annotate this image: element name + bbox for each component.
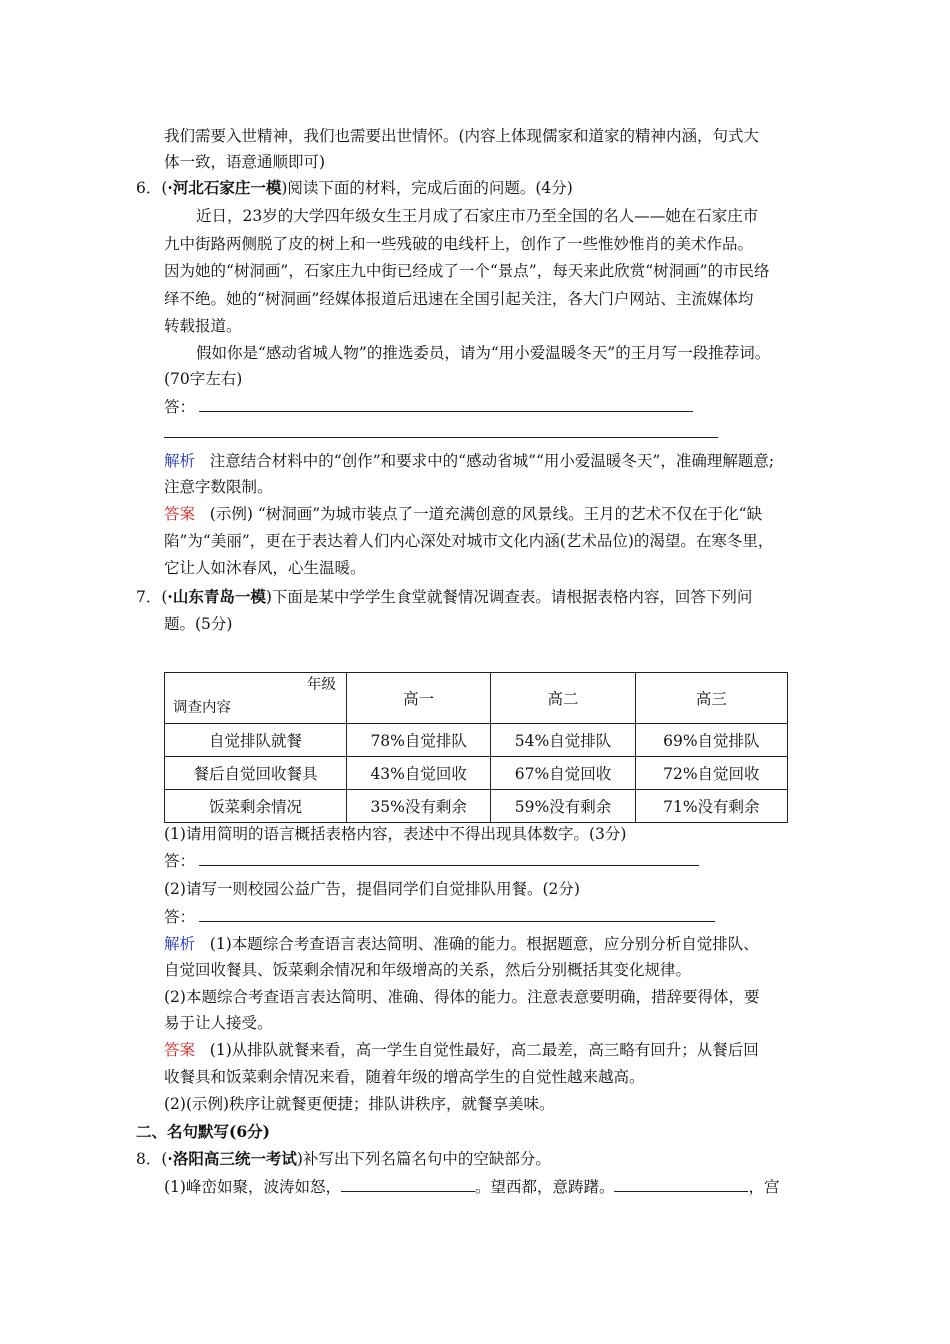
q6-number: 6．( [136, 179, 168, 197]
table-cell: 43%自觉回收 [347, 757, 491, 790]
q6-source: ·河北石家庄一模 [167, 178, 282, 197]
q7-answer-line-2 [164, 906, 715, 928]
q7-stem-1: )下面是某中学学生食堂就餐情况调查表。请根据表格内容，回答下列问 [265, 588, 753, 606]
q7-answer-blank-2[interactable] [199, 907, 715, 922]
q7-answer-text-1: (1)从排队就餐来看，高一学生自觉性最好，高二最差，高三略有回升；从餐后回 [209, 1041, 759, 1059]
row-label-cell: 自觉排队就餐 [165, 724, 347, 757]
q7-stem-2: 题。(5分) [164, 615, 233, 633]
table-row [165, 724, 788, 757]
q6-material-5: 转载报道。 [164, 317, 242, 335]
q6-material-3: 因为她的“树洞画”，石家庄九中街已经成了一个“景点”，每天来此欣赏“树洞画”的市民络 [164, 262, 770, 280]
table-corner-cell [165, 673, 347, 724]
q6-task-2: (70字左右) [164, 370, 243, 388]
q8-stem: )补写出下列名篇名句中的空缺部分。 [296, 1150, 551, 1168]
table-cell: 67%自觉回收 [491, 757, 635, 790]
corner-top-label: 年级 [307, 677, 336, 693]
q7-number: 7．( [136, 588, 168, 606]
header-cell: 高一 [347, 673, 491, 724]
q8-text-c: ，宫 [748, 1178, 780, 1196]
table-cell: 78%自觉排队 [347, 724, 491, 757]
q7-answer-label: 答案 [164, 1041, 196, 1059]
q8-blank-1[interactable] [341, 1177, 475, 1192]
q7-analysis-2: 自觉回收餐具、饭菜剩余情况和年级增高的关系，然后分别概括其变化规律。 [164, 961, 692, 979]
q6-answer-line-1 [164, 396, 693, 418]
q7-answer-prefix-1: 答： [164, 852, 196, 870]
q6-answer-2: 陷”为“美丽”，更在于表达着人们内心深处对城市文化内涵(艺术品位)的渴望。在寒冬里， [164, 532, 774, 550]
survey-table [164, 672, 788, 823]
table-row [165, 790, 788, 823]
corner-bottom-label: 调查内容 [173, 700, 231, 716]
q6-analysis-2: 注意字数限制。 [164, 478, 273, 496]
table-cell: 59%没有剩余 [491, 790, 635, 823]
q6-answer-3: 它让人如沐春风，心生温暖。 [164, 559, 366, 577]
q6-material-1: 近日，23岁的大学四年级女生王月成了石家庄市乃至全国的名人——她在石家庄市 [196, 207, 759, 225]
q7-answer-2: 收餐具和饭菜剩余情况来看，随着年级的增高学生的自觉性越来越高。 [164, 1068, 645, 1086]
table-row [165, 757, 788, 790]
q8-source: ·洛阳高三统一考试 [167, 1149, 297, 1168]
table-cell: 71%没有剩余 [635, 790, 787, 823]
q6-answer-prefix: 答： [164, 398, 196, 416]
q7-answer-1 [164, 1039, 759, 1061]
q6-analysis-text-1: 注意结合材料中的“创作”和要求中的“感动省城”“用小爱温暖冬天”，准确理解题意; [209, 452, 775, 470]
q7-sub-1: (1)请用简明的语言概括表格内容，表述中不得出现具体数字。(3分) [164, 825, 627, 843]
q6-answer-1 [164, 503, 762, 525]
q7-answer-prefix-2: 答： [164, 908, 196, 926]
q8-line-1 [164, 1176, 780, 1198]
q6-analysis-1 [164, 450, 774, 472]
table-cell: 54%自觉排队 [491, 724, 635, 757]
q6-answer-text-1: (示例) “树洞画”为城市装点了一道充满创意的风景线。王月的艺术不仅在于化“缺 [209, 505, 763, 523]
q6-analysis-label: 解析 [164, 452, 196, 470]
q8-heading [136, 1148, 551, 1170]
q7-answer-3: (2)(示例)秩序让就餐更便捷；排队讲秩序，就餐享美味。 [164, 1095, 555, 1113]
q7-source: ·山东青岛一模 [167, 587, 266, 606]
table-cell: 72%自觉回收 [635, 757, 787, 790]
q7-sub-2: (2)请写一则校园公益广告，提倡同学们自觉排队用餐。(2分) [164, 880, 580, 898]
q8-text-b: 。望西都，意踌躇。 [474, 1178, 615, 1196]
q6-material-4: 绎不绝。她的“树洞画”经媒体报道后迅速在全国引起关注，各大门户网站、主流媒体均 [164, 290, 754, 308]
table-cell: 35%没有剩余 [347, 790, 491, 823]
header-cell: 高三 [635, 673, 787, 724]
header-cell: 高二 [491, 673, 635, 724]
table-header-row [165, 673, 788, 724]
q6-heading [136, 177, 573, 199]
q6-answer-blank-2[interactable] [164, 423, 718, 438]
q6-material-2: 九中街路两侧脱了皮的树上和一些残破的电线杆上，创作了一些惟妙惟肖的美术作品。 [164, 235, 754, 253]
q8-text-a: (1)峰峦如聚，波涛如怒， [164, 1178, 341, 1196]
table-cell: 69%自觉排队 [635, 724, 787, 757]
q7-analysis-4: 易于让人接受。 [164, 1014, 273, 1032]
section-2-title: 二、名句默写(6分) [136, 1122, 270, 1141]
row-label-cell: 饭菜剩余情况 [165, 790, 347, 823]
q6-answer-blank-1[interactable] [199, 397, 693, 412]
q7-analysis-text-1: (1)本题综合考查语言表达简明、准确的能力。根据题意，应分别分析自觉排队、 [209, 935, 759, 953]
q7-heading [136, 586, 752, 608]
q7-analysis-1 [164, 933, 759, 955]
q7-answer-line-1 [164, 850, 699, 872]
q7-analysis-label: 解析 [164, 935, 196, 953]
q8-number: 8．( [136, 1150, 168, 1168]
q6-task-1: 假如你是“感动省城人物”的推选委员，请为“用小爱温暖冬天”的王月写一段推荐词。 [196, 344, 771, 362]
row-label-cell: 餐后自觉回收餐具 [165, 757, 347, 790]
intro-line-2: 体一致，语意通顺即可) [164, 153, 326, 171]
q6-stem: )阅读下面的材料，完成后面的问题。(4分) [281, 179, 573, 197]
q6-answer-line-2 [164, 422, 718, 444]
q6-answer-label: 答案 [164, 505, 196, 523]
intro-line-1: 我们需要入世精神，我们也需要出世情怀。(内容上体现儒家和道家的精神内涵，句式大 [164, 127, 760, 145]
q7-analysis-3: (2)本题综合考查语言表达简明、准确、得体的能力。注意表意要明确，措辞要得体，要 [164, 988, 760, 1006]
q7-answer-blank-1[interactable] [199, 851, 699, 866]
q8-blank-2[interactable] [614, 1177, 748, 1192]
